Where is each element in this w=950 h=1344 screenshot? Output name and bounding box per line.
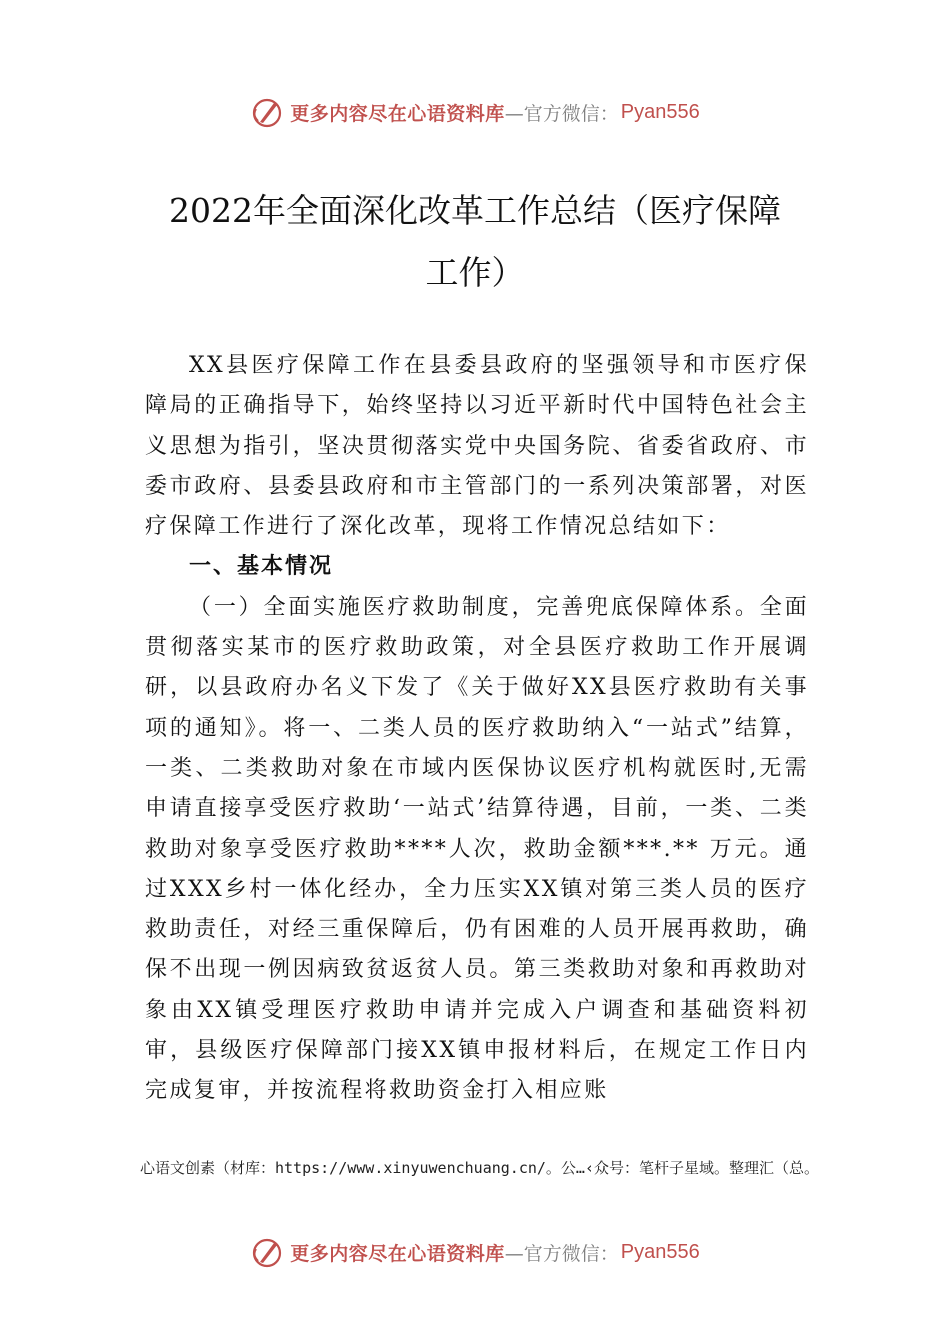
banner-wechat-label: —官方微信： xyxy=(504,1242,619,1265)
document-body xyxy=(145,346,809,1112)
top-banner xyxy=(0,92,950,132)
section-heading: 一、基本情况 xyxy=(189,554,334,580)
title-line-1: 2022年全面深化改革工作总结（医疗保障 xyxy=(169,191,781,230)
quill-pen-circle-icon xyxy=(250,95,284,129)
footer-note: 心语文创素（材库：https://www.xinyuwenchuang.cn/。公…‹众号：笔杆子星域。整理汇（总。 xyxy=(140,1159,819,1177)
document-title xyxy=(120,180,830,304)
banner-wechat-id: Pyan556 xyxy=(620,1240,700,1263)
section-paragraph: （一）全面实施医疗救助制度，完善兜底保障体系。全面贯彻落实某市的医疗救助政策，对全县医疗救助工作开展调研，以县政府办名义下发了《关于做好XX县医疗救助有关事项的通知》。将一、二类人员的医疗救助纳入“一站式”结算，一类、二类救助对象在市域内医保协议医疗机构就医时,无需申请直接享受医疗救助‘一站式’结算待遇，目前，一类、二类救助对象享受医疗救助****人次，救助金额***.** 万元。通过XXX乡村一体化经办，全力压实XX镇对第三类人员的医疗救助责任，对经三重保障后，仍有困难的人员开展再救助，确保不出现一例因病致贫返贫人员。第三类救助对象和再救助对象由XX镇受理医疗救助申请并完成入户调查和基础资料初审，县级医疗保障部门接XX镇申报材料后，在规定工作日内完成复审，并按流程将救助资金打入相应账 xyxy=(145,594,809,1104)
title-line-2: 工作） xyxy=(425,253,525,292)
banner-wechat-label: —官方微信： xyxy=(504,102,619,125)
intro-paragraph: XX县医疗保障工作在县委县政府的坚强领导和市医疗保障局的正确指导下，始终坚持以习近平新时代中国特色社会主义思想为指引，坚决贯彻落实党中央国务院、省委省政府、市委市政府、县委县政府和市主管部门的一系列决策部署，对医疗保障工作进行了深化改革，现将工作情况总结如下： xyxy=(145,353,809,540)
quill-pen-circle-icon xyxy=(250,1235,284,1269)
bottom-banner xyxy=(0,1232,950,1272)
banner-wechat-id: Pyan556 xyxy=(620,100,700,123)
banner-site-text: 更多内容尽在心语资料库 xyxy=(290,102,505,125)
banner-site-text: 更多内容尽在心语资料库 xyxy=(290,1242,505,1265)
